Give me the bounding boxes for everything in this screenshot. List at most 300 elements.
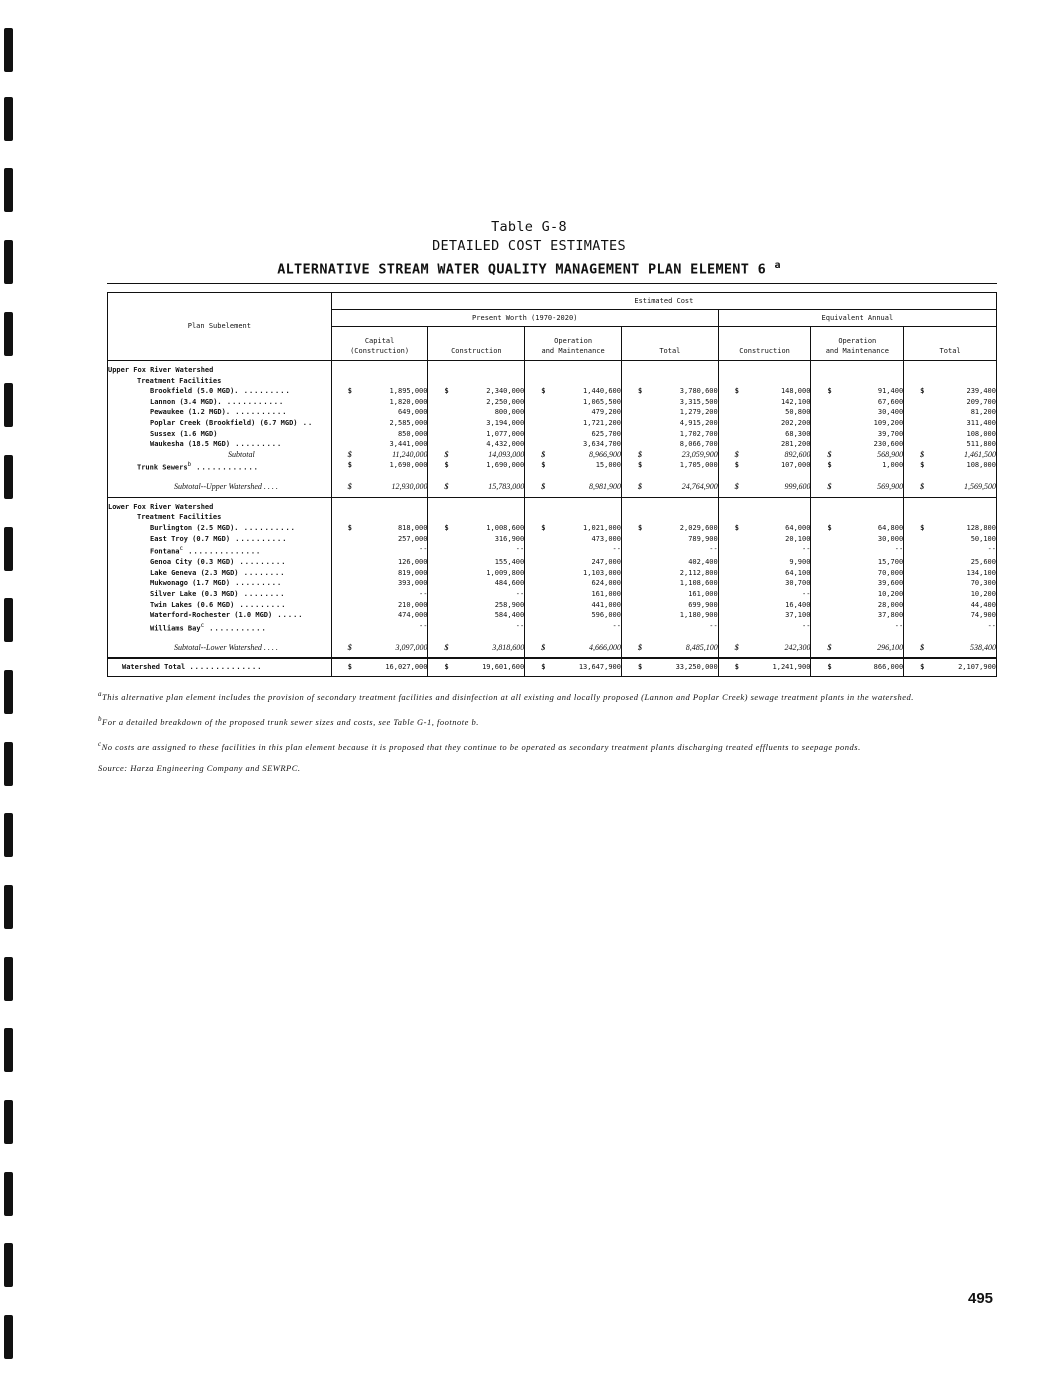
row-label: Lannon (3.4 MGD). ........... [108,397,332,408]
currency-sign: $ [827,642,832,652]
value-cell: $ 1,021,000 [525,523,622,534]
value-cell: 484,600 [428,578,525,589]
value-cell: -- [525,621,622,634]
currency-sign: $ [637,449,642,459]
watershed-subtotal-row [108,643,997,659]
value-cell: 64,100 [718,568,811,579]
currency-sign: $ [541,642,546,652]
value-cell: $ 33,250,000 [621,658,718,676]
value-cell: 1,180,900 [621,610,718,621]
value-cell: $ 568,900 [811,450,904,461]
currency-sign: $ [920,642,925,652]
currency-sign: $ [734,663,739,672]
row-label: Twin Lakes (0.6 MGD) ......... [108,600,332,611]
value-cell: 1,108,600 [621,578,718,589]
value-cell: $ 1,895,000 [331,386,428,397]
value-cell: 50,800 [718,407,811,418]
empty-cell [904,512,997,523]
table-title [0,218,1058,280]
section-subheading-row [108,376,997,387]
value-cell: $ 13,647,900 [525,658,622,676]
value-cell: 28,000 [811,600,904,611]
value-cell: -- [718,589,811,600]
currency-sign: $ [827,449,832,459]
value-cell: $ 8,966,900 [525,450,622,461]
currency-sign: $ [444,524,449,533]
value-cell: 108,000 [904,429,997,440]
currency-sign: $ [920,482,925,492]
currency-sign: $ [637,387,643,396]
empty-cell [718,497,811,512]
row-label: Fontana$^c$ .............. [108,544,332,557]
value-cell: 20,100 [718,534,811,545]
value-cell: $ 1,705,000 [621,460,718,473]
value-cell: -- [331,589,428,600]
spacer-row [108,473,997,482]
value-cell: 67,600 [811,397,904,408]
facility-row [108,589,997,600]
currency-sign: $ [827,663,832,672]
value-cell: 1,103,000 [525,568,622,579]
value-cell: 1,721,200 [525,418,622,429]
value-cell: 202,200 [718,418,811,429]
spacer-row [108,634,997,643]
footnote-c: $^c$No costs are assigned to these facilities in this plan element because it is proposed that they continue to be operated as secondary treatment plants discharging treated effluents to seepage ponds. [98,739,861,752]
value-cell: 210,000 [331,600,428,611]
empty-cell [525,634,622,643]
header-pw-om: Operation and Maintenance [525,327,622,361]
value-cell: -- [718,621,811,634]
value-cell: 393,000 [331,578,428,589]
currency-sign: $ [734,524,739,533]
value-cell: $ 538,400 [904,643,997,659]
value-cell: 70,000 [811,568,904,579]
value-cell: $ 107,000 [718,460,811,473]
value-cell: -- [811,544,904,557]
value-cell: $ 999,600 [718,482,811,497]
currency-sign: $ [347,642,352,652]
value-cell: 258,900 [428,600,525,611]
empty-cell [331,497,428,512]
empty-cell [331,361,428,376]
empty-cell [428,634,525,643]
currency-sign: $ [734,642,739,652]
empty-cell [428,361,525,376]
value-cell: $ 3,780,600 [621,386,718,397]
watershed-total-row [108,658,997,676]
value-cell: $ 239,400 [904,386,997,397]
value-cell: 1,065,500 [525,397,622,408]
empty-cell [811,376,904,387]
currency-sign: $ [444,663,449,672]
row-label: Silver Lake (0.3 MGD) ........ [108,589,332,600]
value-cell: 126,000 [331,557,428,568]
value-cell: 789,900 [621,534,718,545]
row-label: Sussex (1.6 MGD) [108,429,332,440]
value-cell: 850,000 [331,429,428,440]
currency-sign: $ [734,461,739,470]
facility-row [108,534,997,545]
value-cell: 81,200 [904,407,997,418]
facility-row [108,523,997,534]
facility-row [108,578,997,589]
value-cell: $ 64,800 [811,523,904,534]
empty-cell [621,473,718,482]
empty-cell [331,473,428,482]
currency-sign: $ [541,482,546,492]
currency-sign: $ [541,449,546,459]
value-cell: 247,000 [525,557,622,568]
value-cell: $ 108,000 [904,460,997,473]
row-label: Upper Fox River Watershed [108,361,332,376]
facility-row [108,568,997,579]
value-cell: 2,112,800 [621,568,718,579]
facility-row [108,621,997,634]
currency-sign: $ [734,482,739,492]
empty-cell [904,376,997,387]
value-cell: $ 15,783,000 [428,482,525,497]
currency-sign: $ [637,642,642,652]
facility-row [108,397,997,408]
currency-sign: $ [734,387,739,396]
empty-cell [621,512,718,523]
empty-cell [718,361,811,376]
empty-cell [904,361,997,376]
row-label [108,473,332,482]
empty-cell [525,497,622,512]
value-cell: $ 866,000 [811,658,904,676]
facility-row [108,418,997,429]
row-label: Waukesha (18.5 MGD) ......... [108,439,332,450]
value-cell: $ 23,059,900 [621,450,718,461]
value-cell: 2,250,000 [428,397,525,408]
row-label: Burlington (2.5 MGD). .......... [108,523,332,534]
value-cell: $ 296,100 [811,643,904,659]
value-cell: 30,000 [811,534,904,545]
row-label: Mukwonago (1.7 MGD) ......... [108,578,332,589]
value-cell: 50,100 [904,534,997,545]
value-cell: 402,400 [621,557,718,568]
row-label: Pewaukee (1.2 MGD). .......... [108,407,332,418]
empty-cell [811,634,904,643]
value-cell: 16,400 [718,600,811,611]
currency-sign: $ [541,387,546,396]
empty-cell [525,473,622,482]
currency-sign: $ [637,482,642,492]
value-cell: 3,441,000 [331,439,428,450]
value-cell: 3,194,000 [428,418,525,429]
currency-sign: $ [541,524,546,533]
value-cell: 30,400 [811,407,904,418]
empty-cell [811,497,904,512]
row-label: Poplar Creek (Brookfield) (6.7 MGD) .. [108,418,332,429]
value-cell: 134,100 [904,568,997,579]
value-cell: 281,200 [718,439,811,450]
value-cell: 311,400 [904,418,997,429]
currency-sign: $ [444,642,449,652]
value-cell: $ 569,900 [811,482,904,497]
currency-sign: $ [637,663,643,672]
empty-cell [331,512,428,523]
value-cell: 596,000 [525,610,622,621]
value-cell: 70,300 [904,578,997,589]
value-cell: 37,100 [718,610,811,621]
value-cell: $ 4,666,000 [525,643,622,659]
value-cell: $ 8,485,100 [621,643,718,659]
value-cell: 15,700 [811,557,904,568]
value-cell: -- [904,621,997,634]
value-cell: $ 128,800 [904,523,997,534]
value-cell: $ 1,461,500 [904,450,997,461]
value-cell: 511,800 [904,439,997,450]
value-cell: $ 1,000 [811,460,904,473]
row-label: Watershed Total .............. [108,658,332,676]
value-cell: 25,600 [904,557,997,568]
header-plan-subelement: Plan Subelement [108,293,332,361]
header-ea-total: Total [904,327,997,361]
row-label: Lower Fox River Watershed [108,497,332,512]
value-cell: $ 1,690,000 [428,460,525,473]
empty-cell [621,361,718,376]
value-cell: -- [331,544,428,557]
value-cell: 441,000 [525,600,622,611]
currency-sign: $ [827,524,832,533]
footnotes [98,688,1008,784]
row-label: Lake Geneva (2.3 MGD) ........ [108,568,332,579]
header-pw-total: Total [621,327,718,361]
row-label: Williams Bay$^c$ ........... [108,621,332,634]
currency-sign: $ [347,482,352,492]
value-cell: $ 3,097,000 [331,643,428,659]
value-cell: 4,915,200 [621,418,718,429]
empty-cell [811,512,904,523]
footnote-a: $^a$This alternative plan element includes the provision of secondary treatment facilities and disinfection at all existing and locally proposed (Lannon and Poplar Creek) sewage treatment plants in the watershed. [98,690,914,702]
value-cell: -- [811,621,904,634]
empty-cell [428,473,525,482]
row-label: East Troy (0.7 MGD) .......... [108,534,332,545]
section-heading-row [108,497,997,512]
value-cell: 1,702,700 [621,429,718,440]
table-number: Table G-8 [491,219,567,235]
empty-cell [621,376,718,387]
currency-sign: $ [347,663,352,672]
value-cell: 479,200 [525,407,622,418]
row-label: Brookfield (5.0 MGD). ......... [108,386,332,397]
facility-row [108,610,997,621]
value-cell: 1,009,800 [428,568,525,579]
currency-sign: $ [827,461,832,470]
currency-sign: $ [920,387,925,396]
empty-cell [904,497,997,512]
row-label [108,634,332,643]
row-label: Subtotal [108,450,332,461]
value-cell: 155,400 [428,557,525,568]
row-label: Trunk Sewers$^b$ ............ [108,460,332,473]
empty-cell [525,512,622,523]
row-label: Subtotal--Upper Watershed . . . . [108,482,332,497]
value-cell: -- [428,589,525,600]
watershed-subtotal-row [108,482,997,497]
table-heading: DETAILED COST ESTIMATES [432,238,626,254]
header-ea-construction: Construction [718,327,811,361]
value-cell: 699,900 [621,600,718,611]
empty-cell [718,376,811,387]
value-cell: 624,000 [525,578,622,589]
value-cell: $ 19,601,600 [428,658,525,676]
value-cell: -- [428,544,525,557]
value-cell: $ 1,690,000 [331,460,428,473]
value-cell: 161,000 [525,589,622,600]
value-cell: 10,200 [811,589,904,600]
facility-row [108,429,997,440]
value-cell: 230,600 [811,439,904,450]
footnote-b: $^b$For a detailed breakdown of the proposed trunk sewer sizes and costs, see Table G-1, footnote b. [98,714,479,727]
currency-sign: $ [920,524,925,533]
section-subheading-row [108,512,997,523]
value-cell: $ 14,093,000 [428,450,525,461]
trunk-sewers-row [108,460,997,473]
currency-sign: $ [347,524,352,533]
empty-cell [621,497,718,512]
header-estimated-cost: Estimated Cost [331,293,996,310]
value-cell: -- [904,544,997,557]
value-cell: $ 3,818,600 [428,643,525,659]
row-label: Treatment Facilities [108,512,332,523]
value-cell: -- [621,544,718,557]
value-cell: -- [525,544,622,557]
title-rule [107,283,997,284]
value-cell: $ 1,241,900 [718,658,811,676]
value-cell: 1,820,000 [331,397,428,408]
currency-sign: $ [541,461,546,470]
section-heading-row [108,361,997,376]
value-cell: $ 2,029,600 [621,523,718,534]
facility-row [108,557,997,568]
page-number: 495 [968,1290,994,1307]
value-cell: 37,800 [811,610,904,621]
value-cell: 39,600 [811,578,904,589]
value-cell: 3,315,500 [621,397,718,408]
facility-row [108,386,997,397]
value-cell: 30,700 [718,578,811,589]
empty-cell [525,361,622,376]
value-cell: $ 2,107,900 [904,658,997,676]
row-label: Waterford-Rochester (1.0 MGD) ..... [108,610,332,621]
subtotal-row [108,450,997,461]
empty-cell [718,512,811,523]
currency-sign: $ [920,449,925,459]
value-cell: 649,000 [331,407,428,418]
currency-sign: $ [444,449,449,459]
value-cell: $ 242,300 [718,643,811,659]
value-cell: 68,300 [718,429,811,440]
value-cell: 39,700 [811,429,904,440]
facility-row [108,600,997,611]
value-cell: 74,900 [904,610,997,621]
cost-table [107,292,997,677]
header-present-worth: Present Worth (1970-2020) [331,310,718,327]
row-label: Subtotal--Lower Watershed . . . . [108,643,332,659]
empty-cell [428,497,525,512]
value-cell: 4,432,000 [428,439,525,450]
value-cell: $ 15,000 [525,460,622,473]
value-cell: 142,100 [718,397,811,408]
currency-sign: $ [444,461,449,470]
empty-cell [811,361,904,376]
currency-sign: $ [347,387,352,396]
empty-cell [525,376,622,387]
value-cell: $ 1,440,600 [525,386,622,397]
value-cell: $ 8,981,900 [525,482,622,497]
header-equivalent-annual: Equivalent Annual [718,310,996,327]
value-cell: $ 892,600 [718,450,811,461]
value-cell: 44,400 [904,600,997,611]
value-cell: $ 1,569,500 [904,482,997,497]
value-cell: $ 148,000 [718,386,811,397]
value-cell: 800,000 [428,407,525,418]
value-cell: $ 64,000 [718,523,811,534]
currency-sign: $ [734,449,739,459]
empty-cell [428,376,525,387]
value-cell: 3,634,700 [525,439,622,450]
facility-row [108,544,997,557]
currency-sign: $ [637,524,643,533]
currency-sign: $ [920,461,925,470]
value-cell: $ 24,764,900 [621,482,718,497]
header-ea-om: Operation and Maintenance [811,327,904,361]
value-cell: -- [718,544,811,557]
header-pw-construction: Construction [428,327,525,361]
header-capital: Capital (Construction) [331,327,428,361]
value-cell: 209,700 [904,397,997,408]
value-cell: -- [621,621,718,634]
value-cell: $ 16,027,000 [331,658,428,676]
value-cell: $ 2,340,000 [428,386,525,397]
currency-sign: $ [920,663,925,672]
empty-cell [621,634,718,643]
row-label: Genoa City (0.3 MGD) ......... [108,557,332,568]
value-cell: 257,000 [331,534,428,545]
currency-sign: $ [541,663,546,672]
value-cell: 316,900 [428,534,525,545]
facility-row [108,407,997,418]
currency-sign: $ [637,461,643,470]
value-cell: 819,000 [331,568,428,579]
value-cell: 2,585,000 [331,418,428,429]
empty-cell [811,473,904,482]
value-cell: $ 1,008,600 [428,523,525,534]
value-cell: 109,200 [811,418,904,429]
value-cell: $ 91,400 [811,386,904,397]
value-cell: 584,400 [428,610,525,621]
table-subheading: ALTERNATIVE STREAM WATER QUALITY MANAGEMENT PLAN ELEMENT 6 $^a$ [277,260,781,278]
value-cell: -- [331,621,428,634]
facility-row [108,439,997,450]
value-cell: 10,200 [904,589,997,600]
currency-sign: $ [827,482,832,492]
value-cell: 1,279,200 [621,407,718,418]
value-cell: 473,000 [525,534,622,545]
empty-cell [718,473,811,482]
empty-cell [428,512,525,523]
row-label: Treatment Facilities [108,376,332,387]
empty-cell [904,634,997,643]
value-cell: $ 12,930,000 [331,482,428,497]
currency-sign: $ [827,387,832,396]
empty-cell [331,634,428,643]
empty-cell [331,376,428,387]
currency-sign: $ [347,449,352,459]
